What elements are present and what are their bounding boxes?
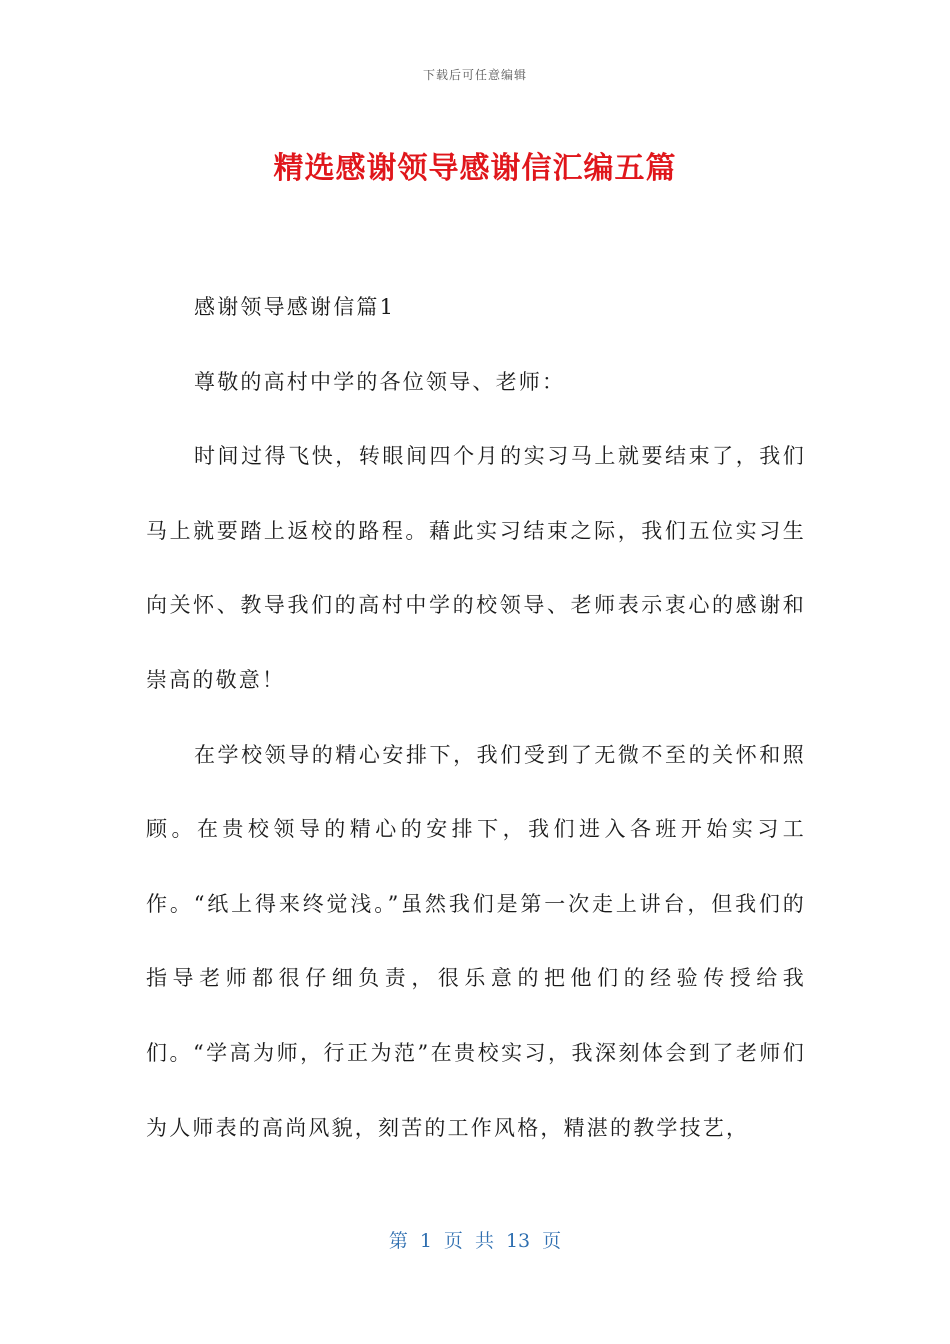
document-title: 精选感谢领导感谢信汇编五篇: [273, 151, 677, 186]
document-body: [146, 270, 806, 1165]
section-heading: 感谢领导感谢信篇1: [194, 295, 396, 319]
footer-total-pages: 13: [505, 1230, 531, 1252]
header-note: 下载后可任意编辑: [422, 68, 527, 82]
page-footer: [0, 1226, 950, 1253]
footer-prefix: 第: [388, 1230, 408, 1252]
footer-suffix: 页: [542, 1230, 562, 1252]
footer-current-page: 1: [419, 1230, 432, 1252]
body-paragraph: 在学校领导的精心安排下，我们受到了无微不至的关怀和照顾。在贵校领导的精心的安排下，我们进入各班开始实习工作。“纸上得来终觉浅。”虽然我们是第一次走上讲台，但我们的指导老师都很仔细负责，很乐意的把他们的经验传授给我们。“学高为师，行正为范”在贵校实习，我深刻体会到了老师们为人师表的高尚风貌，刻苦的工作风格，精湛的教学技艺，: [146, 742, 806, 1140]
salutation: 尊敬的高村中学的各位领导、老师：: [194, 369, 566, 394]
body-paragraph: 时间过得飞快，转眼间四个月的实习马上就要结束了，我们马上就要踏上返校的路程。藉此实习结束之际，我们五位实习生向关怀、教导我们的高村中学的校领导、老师表示衷心的感谢和崇高的敬意！: [146, 444, 806, 692]
footer-middle: 页 共: [443, 1230, 494, 1252]
